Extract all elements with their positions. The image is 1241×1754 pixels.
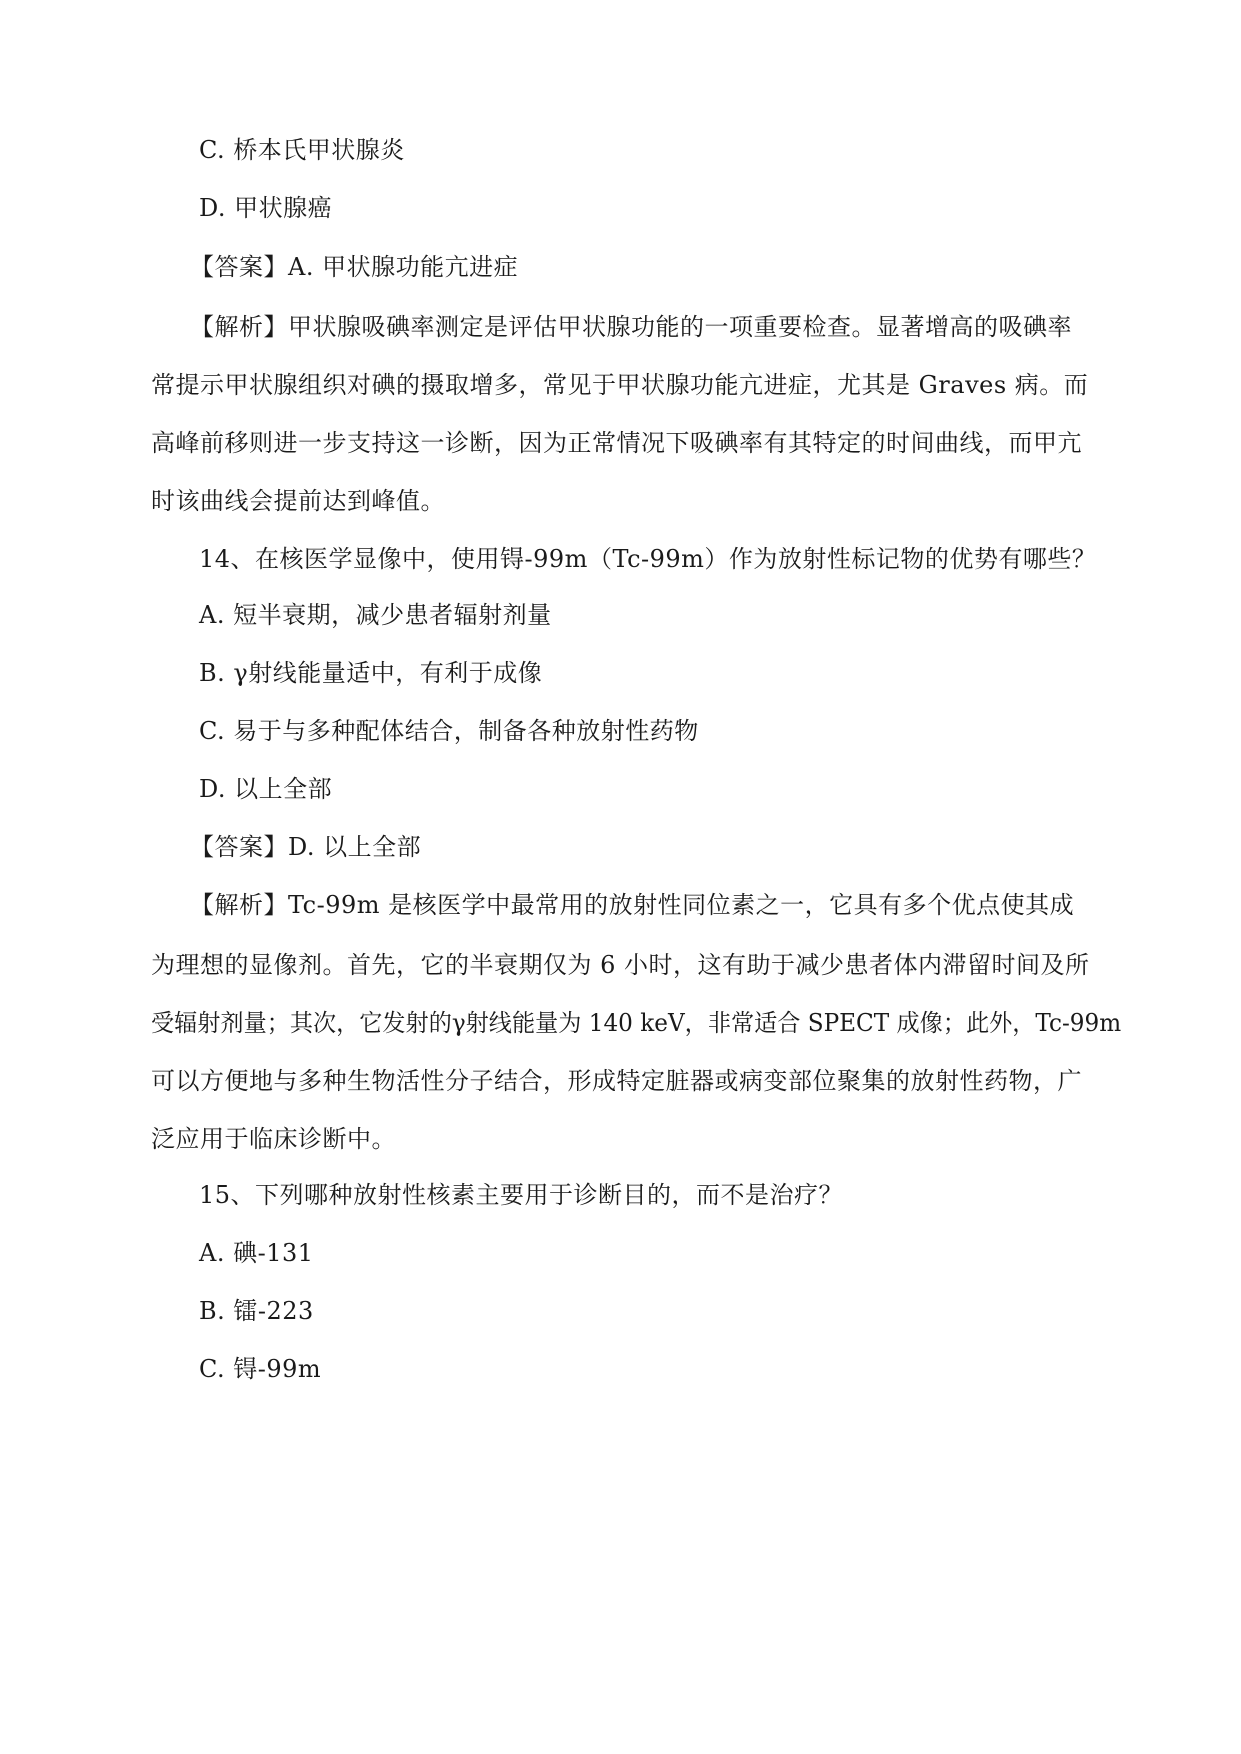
- q14-analysis-line-5: 泛应用于临床诊断中。: [151, 1125, 396, 1153]
- q13-analysis-line-2: 常提示甲状腺组织对碘的摄取增多，常见于甲状腺功能亢进症，尤其是 Graves 病。而: [151, 371, 1089, 399]
- q14-analysis-line-3: 受辐射剂量；其次，它发射的γ射线能量为 140 keV，非常适合 SPECT 成像；此外，Tc-99m: [151, 1009, 1122, 1037]
- q13-analysis-line-3: 高峰前移则进一步支持这一诊断，因为正常情况下吸碘率有其特定的时间曲线，而甲亢: [151, 429, 1082, 457]
- q15-option-b: B. 镭-223: [199, 1297, 314, 1325]
- q14-option-d: D. 以上全部: [199, 775, 333, 803]
- q13-option-d: D. 甲状腺癌: [199, 194, 333, 222]
- q14-option-a: A. 短半衰期，减少患者辐射剂量: [199, 601, 552, 629]
- q14-analysis-line-1: 【解析】Tc-99m 是核医学中最常用的放射性同位素之一，它具有多个优点使其成: [190, 891, 1075, 919]
- q13-analysis-line-1: 【解析】甲状腺吸碘率测定是评估甲状腺功能的一项重要检查。显著增高的吸碘率: [190, 313, 1072, 341]
- q13-answer: 【答案】A. 甲状腺功能亢进症: [190, 253, 519, 281]
- q14-question: 14、在核医学显像中，使用锝-99m（Tc-99m）作为放射性标记物的优势有哪些？: [199, 545, 1097, 573]
- q14-analysis-line-4: 可以方便地与多种生物活性分子结合，形成特定脏器或病变部位聚集的放射性药物，广: [151, 1067, 1082, 1095]
- q14-answer: 【答案】D. 以上全部: [190, 833, 422, 861]
- q14-option-b: B. γ射线能量适中，有利于成像: [199, 659, 543, 687]
- q14-option-c: C. 易于与多种配体结合，制备各种放射性药物: [199, 717, 699, 745]
- q14-analysis-line-2: 为理想的显像剂。首先，它的半衰期仅为 6 小时，这有助于减少患者体内滞留时间及所: [151, 951, 1090, 979]
- q15-question: 15、下列哪种放射性核素主要用于诊断目的，而不是治疗？: [199, 1181, 844, 1209]
- q15-option-a: A. 碘-131: [199, 1239, 314, 1267]
- q13-analysis-line-4: 时该曲线会提前达到峰值。: [151, 487, 445, 515]
- q13-option-c: C. 桥本氏甲状腺炎: [199, 136, 405, 164]
- q15-option-c: C. 锝-99m: [199, 1355, 322, 1383]
